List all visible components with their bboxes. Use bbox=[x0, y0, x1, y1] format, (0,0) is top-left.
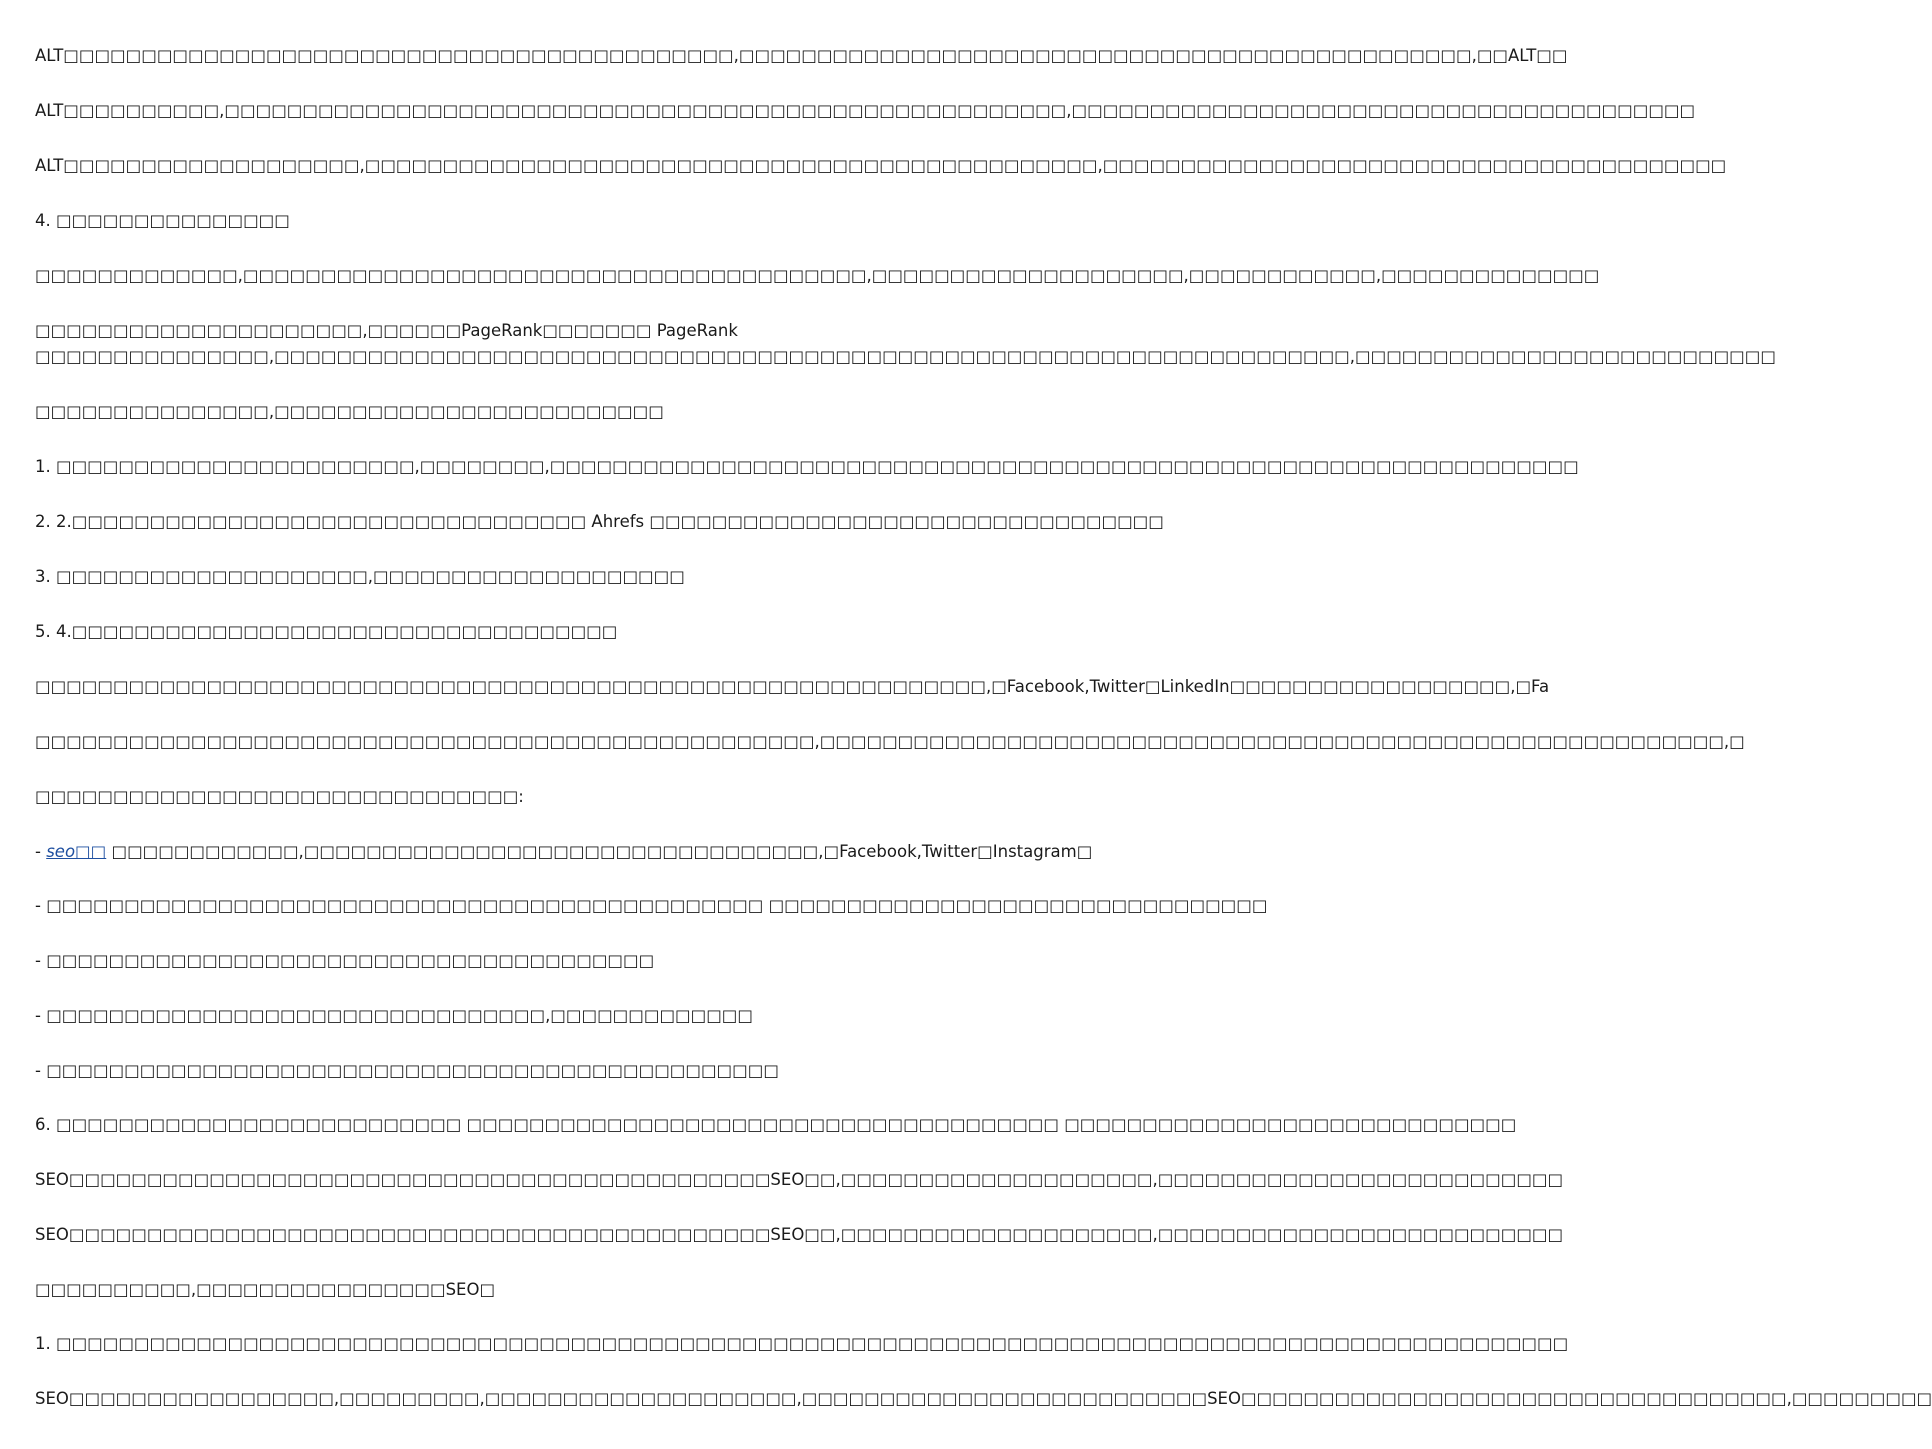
bullet-item-2: - □□□□□□□□□□□□□□□□□□□□□□□□□□□□□□□□□□□□□□□□□□□□□□ □□□□□□□□□□□□□□□□□□□□□□□□□□□□□□□□ bbox=[35, 896, 1268, 915]
list-item-3: 3. □□□□□□□□□□□□□□□□□□□□,□□□□□□□□□□□□□□□□□□□□ bbox=[35, 567, 685, 586]
paragraph-alt-2: ALT□□□□□□□□□□,□□□□□□□□□□□□□□□□□□□□□□□□□□□□□□□□□□□□□□□□□□□□□□□□□□□□□□,□□□□□□□□□□□□□□□□□□□□□□□□□□□□□□□□□□□□□□□□ bbox=[35, 101, 1696, 120]
paragraph-social-2: □□□□□□□□□□□□□□□□□□□□□□□□□□□□□□□□□□□□□□□□□□□□□□□□□□,□□□□□□□□□□□□□□□□□□□□□□□□□□□□□□□□□□□□□□□□□□□□□□□□□□□□□□□□□□,□ bbox=[35, 732, 1745, 751]
paragraph-pagerank-line-1: □□□□□□□□□□□□□□□□□□□□□,□□□□□□PageRank□□□□□□□ PageRank bbox=[35, 321, 738, 340]
document-page bbox=[35, 0, 1932, 1449]
paragraph-seo-3: □□□□□□□□□□,□□□□□□□□□□□□□□□□SEO□ bbox=[35, 1280, 496, 1299]
list-item-2: 2. 2.□□□□□□□□□□□□□□□□□□□□□□□□□□□□□□□□□ Ahrefs □□□□□□□□□□□□□□□□□□□□□□□□□□□□□□□□□ bbox=[35, 512, 1164, 531]
paragraph-seo-2: SEO□□□□□□□□□□□□□□□□□□□□□□□□□□□□□□□□□□□□□□□□□□□□□SEO□□,□□□□□□□□□□□□□□□□□□□□,□□□□□□□□□□□□□□□□□□□□□□□□□□ bbox=[35, 1225, 1564, 1244]
bullet-suffix: □□□□□□□□□□□□,□□□□□□□□□□□□□□□□□□□□□□□□□□□□□□□□□,□Facebook,Twitter□Instagram□ bbox=[106, 842, 1093, 861]
seo-link[interactable]: seo□□ bbox=[46, 842, 107, 861]
section-heading-5: 5. 4.□□□□□□□□□□□□□□□□□□□□□□□□□□□□□□□□□□□ bbox=[35, 622, 618, 641]
bullet-item-seo-link bbox=[35, 841, 1093, 863]
paragraph-alt-1: ALT□□□□□□□□□□□□□□□□□□□□□□□□□□□□□□□□□□□□□□□□□□□,□□□□□□□□□□□□□□□□□□□□□□□□□□□□□□□□□□□□□□□□□□□□□□□,□□ALT□□ bbox=[35, 46, 1568, 65]
section-heading-4: 4. □□□□□□□□□□□□□□□ bbox=[35, 211, 290, 230]
bullet-prefix: - bbox=[35, 842, 47, 861]
paragraph-seo-4: SEO□□□□□□□□□□□□□□□□□,□□□□□□□□□,□□□□□□□□□□□□□□□□□□□□,□□□□□□□□□□□□□□□□□□□□□□□□□□SEO□□□□□□□□□□□□□□□□□□□□□□□□□□□□□□□□□□□,□□□□□□□□□ bbox=[35, 1389, 1932, 1408]
paragraph-seo-1: SEO□□□□□□□□□□□□□□□□□□□□□□□□□□□□□□□□□□□□□□□□□□□□□SEO□□,□□□□□□□□□□□□□□□□□□□□,□□□□□□□□□□□□□□□□□□□□□□□□□□ bbox=[35, 1170, 1564, 1189]
paragraph-link-methods: □□□□□□□□□□□□□□□,□□□□□□□□□□□□□□□□□□□□□□□□□ bbox=[35, 402, 664, 421]
list-item-1: 1. □□□□□□□□□□□□□□□□□□□□□□□,□□□□□□□□,□□□□□□□□□□□□□□□□□□□□□□□□□□□□□□□□□□□□□□□□□□□□□□□□□□□□□□□□□□□□□□□□□□ bbox=[35, 457, 1579, 476]
bullet-item-3: - □□□□□□□□□□□□□□□□□□□□□□□□□□□□□□□□□□□□□□□ bbox=[35, 951, 655, 970]
paragraph-links-intro: □□□□□□□□□□□□□,□□□□□□□□□□□□□□□□□□□□□□□□□□□□□□□□□□□□□□□□,□□□□□□□□□□□□□□□□□□□□,□□□□□□□□□□□□,□□□□□□□□□□□□□□ bbox=[35, 266, 1600, 285]
section-heading-6: 6. □□□□□□□□□□□□□□□□□□□□□□□□□□ □□□□□□□□□□□□□□□□□□□□□□□□□□□□□□□□□□□□□□ □□□□□□□□□□□□□□□□□□□□□□□□□□□□□ bbox=[35, 1115, 1517, 1134]
bullet-item-4: - □□□□□□□□□□□□□□□□□□□□□□□□□□□□□□□□,□□□□□□□□□□□□□ bbox=[35, 1006, 753, 1025]
list-item-1b: 1. □□□□□□□□□□□□□□□□□□□□□□□□□□□□□□□□□□□□□□□□□□□□□□□□□□□□□□□□□□□□□□□□□□□□□□□□□□□□□□□□□□□□□□□□□□□□□□□□□ bbox=[35, 1334, 1569, 1353]
bullet-item-5: - □□□□□□□□□□□□□□□□□□□□□□□□□□□□□□□□□□□□□□□□□□□□□□□ bbox=[35, 1061, 779, 1080]
paragraph-social-1: □□□□□□□□□□□□□□□□□□□□□□□□□□□□□□□□□□□□□□□□□□□□□□□□□□□□□□□□□□□□□,□Facebook,Twitter□LinkedIn□□□□□□□□□□□□□□□□□□,□Fa bbox=[35, 677, 1550, 696]
paragraph-social-3: □□□□□□□□□□□□□□□□□□□□□□□□□□□□□□□: bbox=[35, 787, 524, 806]
paragraph-alt-3: ALT□□□□□□□□□□□□□□□□□□□,□□□□□□□□□□□□□□□□□□□□□□□□□□□□□□□□□□□□□□□□□□□□□□□,□□□□□□□□□□□□□□□□□□□□□□□□□□□□□□□□□□□□□□□□ bbox=[35, 156, 1727, 175]
paragraph-pagerank-line-2: □□□□□□□□□□□□□□□,□□□□□□□□□□□□□□□□□□□□□□□□□□□□□□□□□□□□□□□□□□□□□□□□□□□□□□□□□□□□□□□□□□□□□,□□□□□□□□□□□□□□□□□□□□□□□□□□□ bbox=[35, 347, 1776, 366]
